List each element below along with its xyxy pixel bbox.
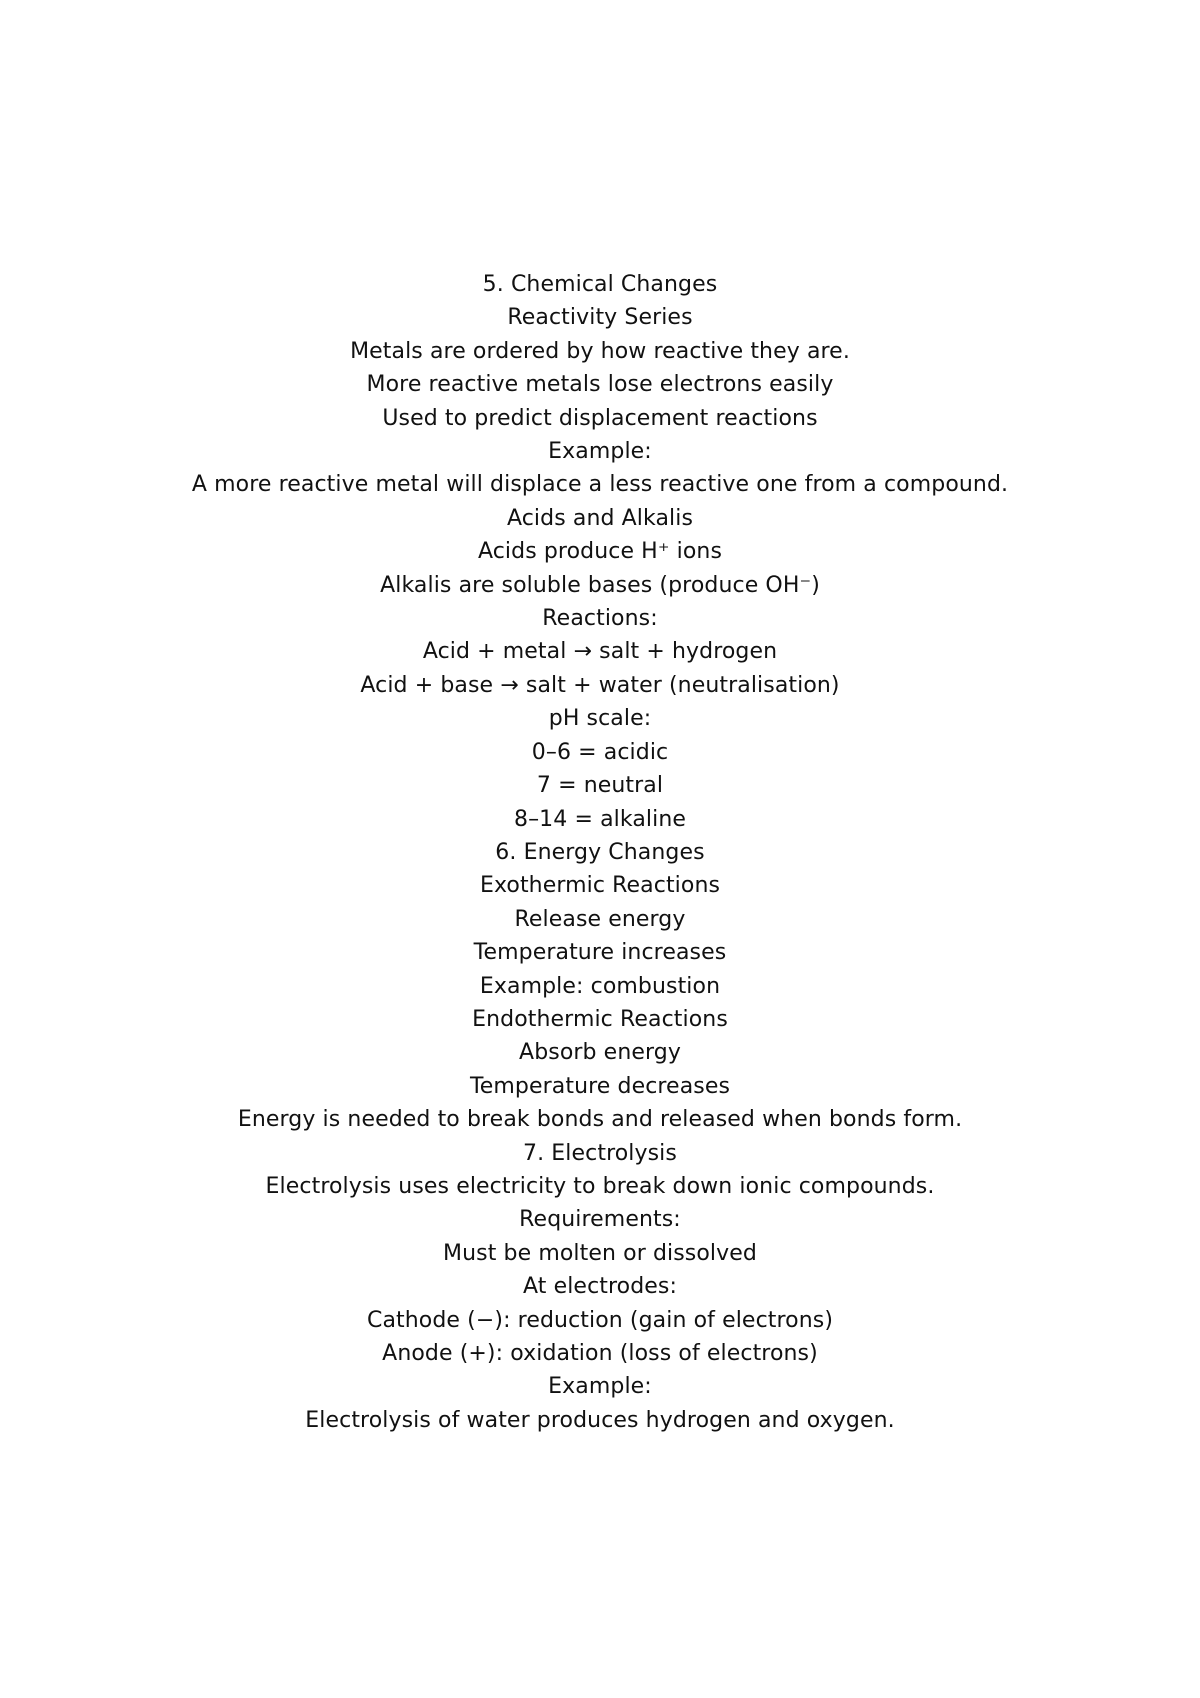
text-line: Cathode (−): reduction (gain of electrons) — [367, 1307, 833, 1333]
text-line: Release energy — [514, 906, 686, 932]
text-line: Electrolysis uses electricity to break down ionic compounds. — [265, 1173, 935, 1199]
reactions-label: Reactions: — [542, 606, 658, 632]
text-line: Used to predict displacement reactions — [382, 405, 818, 431]
document-body — [0, 268, 1200, 1437]
text-line: Acids produce H⁺ ions — [477, 539, 723, 565]
section-heading-electrolysis: 7. Electrolysis — [523, 1140, 677, 1166]
subheading-reactivity-series: Reactivity Series — [507, 305, 693, 331]
text-line: 7 = neutral — [536, 773, 664, 799]
ph-scale-label: pH scale: — [548, 706, 652, 732]
text-line: 8–14 = alkaline — [513, 806, 687, 832]
section-heading-chemical-changes: 5. Chemical Changes — [482, 272, 718, 297]
equation-line: Acid + metal → salt + hydrogen — [422, 639, 778, 665]
subheading-endothermic-reactions: Endothermic Reactions — [472, 1006, 728, 1032]
text-line: Anode (+): oxidation (loss of electrons) — [382, 1341, 818, 1366]
example-label: Example: — [548, 439, 652, 465]
text-line: Absorb energy — [519, 1040, 681, 1066]
text-line: 0–6 = acidic — [531, 739, 669, 765]
text-line: Metals are ordered by how reactive they are. — [350, 338, 850, 364]
text-line: Temperature increases — [473, 940, 727, 966]
text-line: Temperature decreases — [469, 1073, 731, 1099]
electrodes-label: At electrodes: — [523, 1274, 677, 1300]
text-line: Alkalis are soluble bases (produce OH⁻) — [380, 572, 820, 598]
requirements-label: Requirements: — [519, 1207, 681, 1233]
text-line: Example: combustion — [479, 973, 721, 999]
subheading-exothermic-reactions: Exothermic Reactions — [479, 873, 721, 899]
example-label: Example: — [548, 1374, 652, 1400]
text-line: A more reactive metal will displace a less reactive one from a compound. — [191, 472, 1009, 498]
section-heading-energy-changes: 6. Energy Changes — [495, 839, 705, 865]
text-line: Must be molten or dissolved — [443, 1240, 757, 1266]
text-line: Energy is needed to break bonds and released when bonds form. — [237, 1107, 963, 1133]
subheading-acids-and-alkalis: Acids and Alkalis — [506, 505, 694, 531]
text-line: Electrolysis of water produces hydrogen and oxygen. — [305, 1407, 895, 1433]
text-line: More reactive metals lose electrons easily — [366, 372, 834, 398]
equation-line: Acid + base → salt + water (neutralisation) — [360, 672, 840, 698]
